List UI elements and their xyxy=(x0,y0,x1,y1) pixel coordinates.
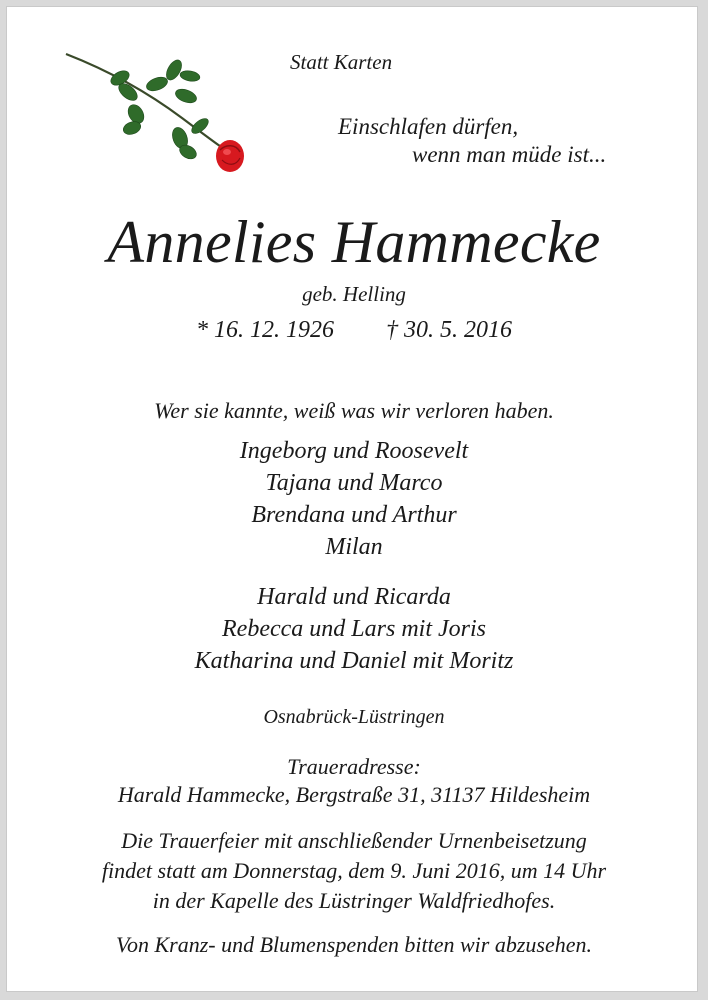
death-date: † 30. 5. 2016 xyxy=(386,317,512,343)
deceased-name: Annelies Hammecke xyxy=(107,209,601,275)
rose-illustration xyxy=(62,48,252,178)
ceremony-line: in der Kapelle des Lüstringer Waldfriedhofes. xyxy=(152,888,556,913)
family-line: Katharina und Daniel mit Moritz xyxy=(194,648,514,674)
family-line: Brendana und Arthur xyxy=(251,502,457,528)
address-line: Harald Hammecke, Bergstraße 31, 31137 Hildesheim xyxy=(117,782,591,807)
family-line: Rebecca und Lars mit Joris xyxy=(222,616,486,642)
memorial-quote: Wer sie kannte, weiß was wir verloren haben. xyxy=(154,398,554,423)
place-name: Osnabrück-Lüstringen xyxy=(263,706,445,728)
family-line: Ingeborg und Roosevelt xyxy=(239,438,469,464)
ceremony-line: findet statt am Donnerstag, dem 9. Juni 2016, um 14 Uhr xyxy=(101,858,607,883)
statt-karten: Statt Karten xyxy=(290,50,393,74)
family-line: Tajana und Marco xyxy=(265,470,443,496)
address-label: Traueradresse: xyxy=(287,754,421,779)
motto-line-1: Einschlafen dürfen, xyxy=(338,114,519,139)
motto-line-2: wenn man müde ist... xyxy=(412,142,607,167)
ceremony-line: Die Trauerfeier mit anschließender Urnenbeisetzung xyxy=(121,828,587,853)
flowers-note: Von Kranz- und Blumenspenden bitten wir abzusehen. xyxy=(115,932,593,957)
life-dates xyxy=(0,317,708,344)
family-line: Harald und Ricarda xyxy=(257,584,451,610)
maiden-name: geb. Helling xyxy=(302,282,406,306)
birth-date: * 16. 12. 1926 xyxy=(196,317,334,343)
family-line: Milan xyxy=(325,534,383,560)
